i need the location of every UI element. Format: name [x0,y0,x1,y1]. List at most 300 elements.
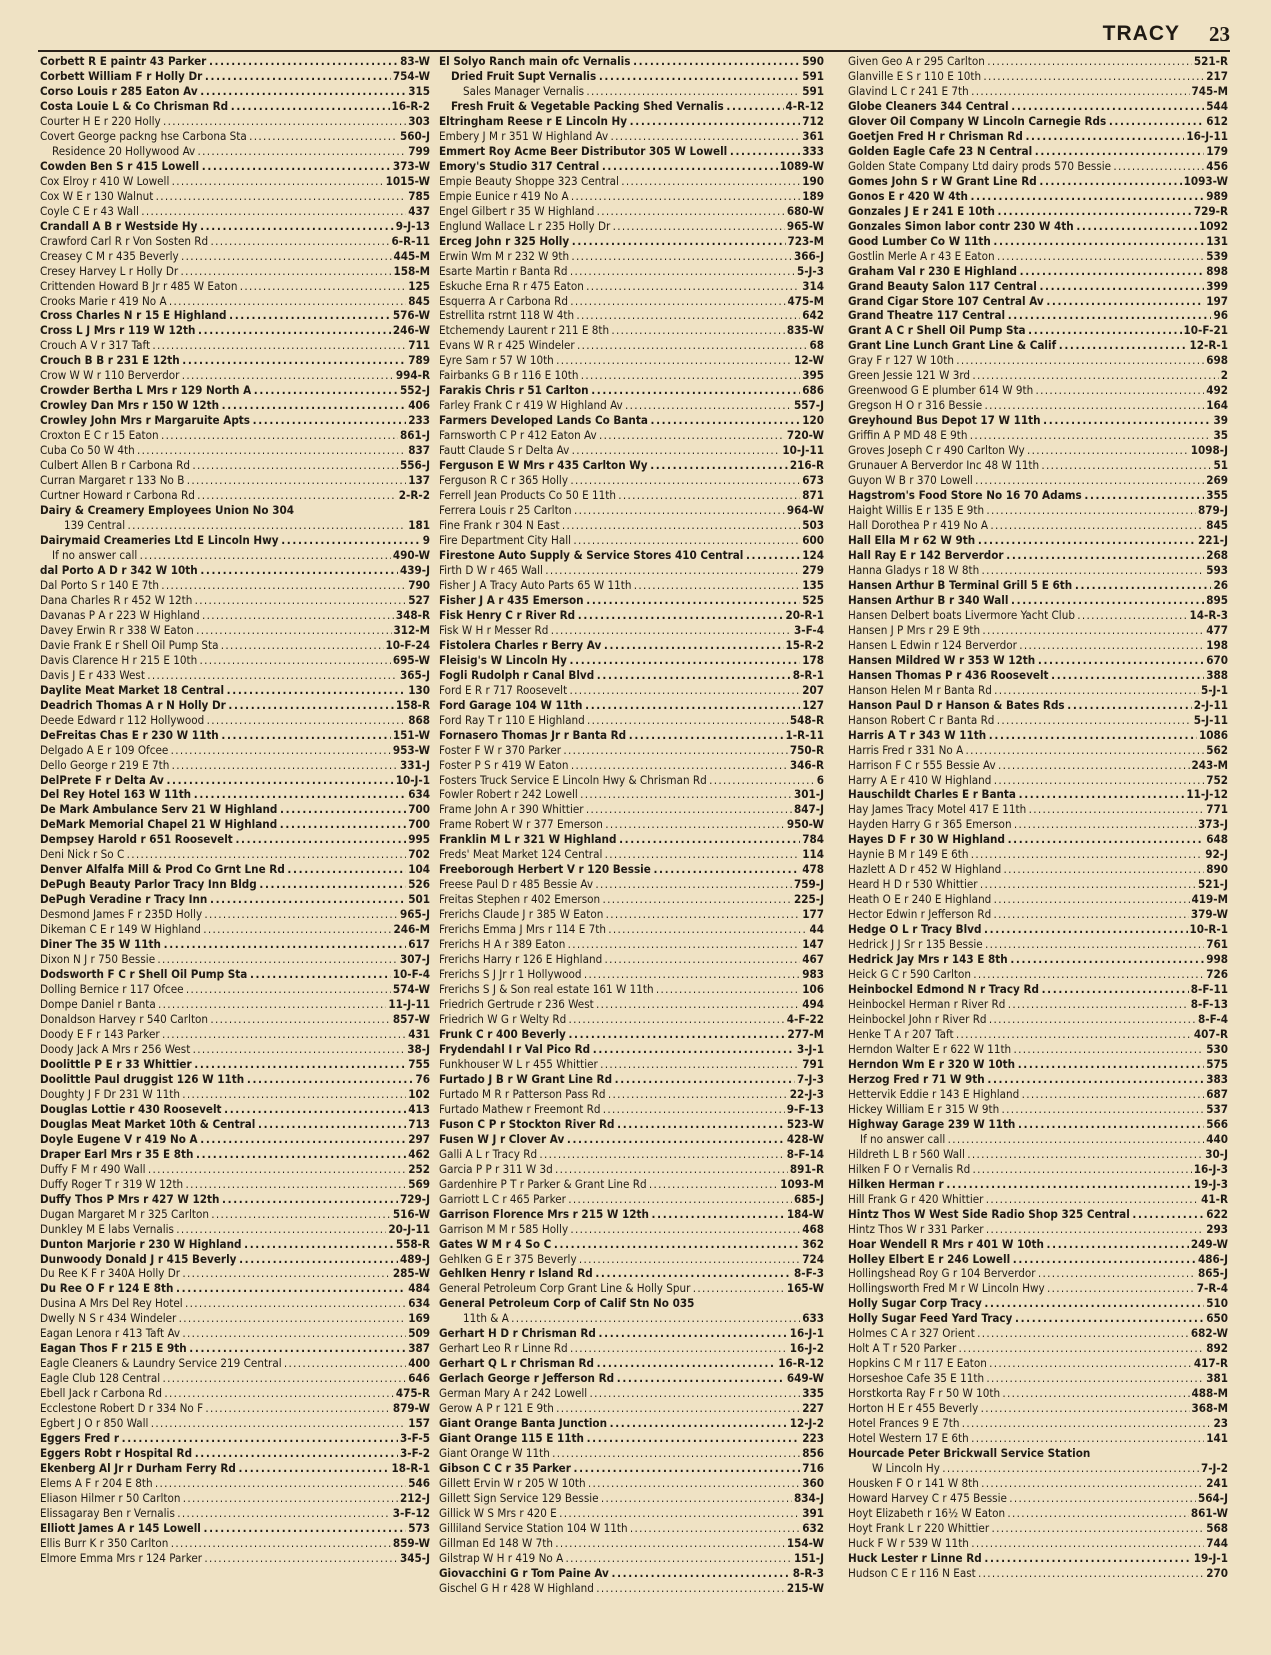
listing-name: Hotel Western 17 E 6th . . . [848,1431,1228,1446]
listing-name: Crouch A V r 317 Taft . . . [40,338,430,353]
listing-entry [439,773,824,788]
listing-entry [40,698,430,713]
listing-name: Gray F r 127 W 10th . . . [848,353,1228,368]
listing-name: Dugan Margaret M r 325 Carlton . . . [40,1207,430,1222]
listing-name: Engel Gilbert r 35 W Highland . . . [439,204,824,219]
listing-entry [439,1581,824,1596]
listing-name: Glavind L C r 241 E 7th . . . [848,84,1228,99]
phone-number: 7-J-2 [1200,1461,1228,1476]
listing-name: El Solyo Ranch main ofc Vernalis . . . [439,54,824,69]
listing-entry [439,1401,824,1416]
listing-entry [40,1027,430,1042]
phone-number: 388 [1206,667,1228,682]
listing-entry [40,728,430,743]
listing-name: Dolling Bernice r 117 Ofcee . . . [40,982,430,997]
listing-entry [439,1296,824,1311]
listing-entry [40,937,430,952]
phone-number: 634 [408,787,430,802]
listing-name: Duffy Thos P Mrs r 427 W 12th . . . [40,1192,430,1207]
listing-entry [848,922,1228,937]
listing-name: Gonzales J E r 241 E 10th . . . [848,204,1228,219]
phone-number: 83-W [400,54,430,68]
phone-number: 568 [1206,1520,1228,1535]
listing-name: Crandall A B r Westside Hy . . . [40,219,430,234]
phone-number: 198 [1206,637,1228,652]
phone-number: 835-W [786,323,824,338]
listing-name: Gillick W S Mrs r 420 E . . . [439,1506,824,1521]
phone-number: 165-W [786,1281,824,1296]
phone-number: 440 [1206,1131,1228,1146]
listing-name: Globe Cleaners 344 Central . . . [848,99,1228,114]
phone-number: 131 [1206,233,1228,248]
phone-number: 387 [408,1341,430,1356]
listing-entry [848,1237,1228,1252]
listing-entry [40,787,430,802]
listing-entry [40,1042,430,1057]
listing-entry [40,1506,430,1521]
phone-number: 9 [422,533,430,547]
listing-entry [848,1252,1228,1267]
listing-name: If no answer call . . . [848,1132,1228,1147]
listing-entry [439,997,824,1012]
listing-name: Denver Alfalfa Mill & Prod Co Grnt Lne Rd . . . [40,862,430,877]
phone-number: 8-F-14 [786,1146,824,1161]
listing-entry [848,1296,1228,1311]
listing-entry [40,219,430,234]
listing-entry [848,234,1228,249]
phone-number: 169 [408,1311,430,1326]
phone-number: 964-W [786,503,824,518]
phone-number: 12-W [794,353,824,368]
listing-entry [40,802,430,817]
phone-number: 871 [802,488,824,503]
listing-name: Frerichs Harry r 126 E Highland . . . [439,952,824,967]
phone-number: 8-R-3 [792,1565,824,1580]
listing-entry [439,144,824,159]
phone-number: 41-R [1201,1191,1228,1206]
listing-name: Ebell Jack r Carbona Rd . . . [40,1386,430,1401]
phone-number: 383 [1206,1071,1228,1086]
listing-entry [439,1491,824,1506]
listing-name: Frerichs Emma J Mrs r 114 E 7th . . . [439,922,824,937]
listing-name: Gerlach George r Jefferson Rd . . . [439,1371,824,1386]
listing-entry [40,1371,430,1386]
phone-number: 1093-W [1183,173,1228,188]
phone-number: 178 [802,652,824,667]
listing-name: Fosters Truck Service E Lincoln Hwy & Chrisman Rd . . . [439,773,824,788]
listing-entry [40,144,430,159]
listing-entry [439,189,824,204]
listing-name: General Petroleum Corp Grant Line & Holly Spur . . . [439,1281,824,1296]
listing-name: Freese Paul D r 485 Bessie Av . . . [439,877,824,892]
listing-name: Hauschildt Charles E r Banta . . . [848,787,1228,802]
phone-number: 141 [1206,1431,1228,1446]
listing-entry [848,69,1228,84]
listing-entry [439,99,824,114]
listing-name: Culbert Allen B r Carbona Rd . . . [40,458,430,473]
listing-name: Hanna Gladys r 18 W 8th . . . [848,563,1228,578]
phone-number: 395 [802,368,824,383]
listing-name: Farnsworth C P r 412 Eaton Av . . . [439,428,824,443]
phone-number: 475-M [787,293,824,308]
listing-name: Eagle Cleaners & Laundry Service 219 Central . . . [40,1356,430,1371]
phone-number: 445-M [393,248,430,263]
listing-entry [40,114,430,129]
listing-entry [40,1491,430,1506]
listing-entry [40,1296,430,1311]
phone-number: 950-W [786,817,824,832]
phone-number: 591 [802,68,824,83]
phone-number: 501 [408,892,430,907]
phone-number: 431 [408,1026,430,1041]
phone-number: 573 [408,1520,430,1535]
phone-number: 346-R [789,757,824,772]
listing-entry [848,683,1228,698]
listing-entry [439,1461,824,1476]
phone-number: 3-F-12 [392,1505,430,1520]
phone-number: 492 [1206,383,1228,398]
phone-number: 207 [802,682,824,697]
phone-number: 879-J [1198,503,1228,518]
listing-entry [40,1252,430,1267]
listing-entry [439,758,824,773]
listing-entry [40,1266,430,1281]
listing-name: Davis J E r 433 West . . . [40,668,430,683]
listing-entry [40,323,430,338]
listing-entry [848,1072,1228,1087]
listing-name: Cox Elroy r 410 W Lowell . . . [40,174,430,189]
phone-number: 76 [415,1071,430,1086]
phone-number: 179 [1206,143,1228,158]
phone-number: 617 [408,937,430,952]
listing-entry [848,129,1228,144]
listing-name: 11th & A . . . [439,1311,824,1326]
phone-number: 891-R [789,1161,824,1176]
phone-number: 428-W [786,1131,824,1146]
listing-name: Hanson Robert C r Banta Rd . . . [848,713,1228,728]
listing-entry [848,1162,1228,1177]
listing-entry [848,1551,1228,1566]
listing-entry [848,383,1228,398]
listing-name: Dikeman C E r 149 W Highland . . . [40,922,430,937]
listing-entry [848,1566,1228,1581]
listing-name: Dunwoody Donald J r 415 Beverly . . . [40,1252,430,1267]
listing-entry [848,308,1228,323]
listing-name: Emmert Roy Acme Beer Distributor 305 W Lowell . . . [439,144,824,159]
phone-number: 983 [802,967,824,982]
listing-name: Grunauer A Berverdor Inc 48 W 11th . . . [848,458,1228,473]
listing-entry [40,473,430,488]
phone-number: 771 [1206,802,1228,817]
listing-name: Curtner Howard r Carbona Rd . . . [40,488,430,503]
listing-name: Hoyt Elizabeth r 16½ W Eaton . . . [848,1506,1228,1521]
listing-entry [40,353,430,368]
listing-entry [848,1401,1228,1416]
listing-entry [439,1521,824,1536]
listing-entry [848,1491,1228,1506]
listing-name: Eagan Thos F r 215 E 9th . . . [40,1341,430,1356]
listing-entry [40,1102,430,1117]
listing-entry [848,952,1228,967]
listing-name: Dana Charles R r 452 W 12th . . . [40,593,430,608]
listing-name: Ferguson R C r 365 Holly . . . [439,473,824,488]
city-name: TRACY [1102,22,1180,45]
listing-name: Frydendahl I r Val Pico Rd . . . [439,1042,824,1057]
phone-number: 158-M [393,263,430,278]
phone-number: 366-J [794,248,824,263]
phone-number: 233 [408,413,430,428]
phone-number: 164 [1206,398,1228,413]
listing-entry [439,1536,824,1551]
listing-name: Farmers Developed Lands Co Banta . . . [439,413,824,428]
listing-entry [848,1311,1228,1326]
listing-name: Haight Willis E r 135 E 9th . . . [848,503,1228,518]
listing-name: Firth D W r 465 Wall . . . [439,563,824,578]
listing-name: Eggers Robt r Hospital Rd . . . [40,1446,430,1461]
listing-entry [439,533,824,548]
listing-entry [848,593,1228,608]
listing-name: Hansen L Edwin r 124 Berverdor . . . [848,638,1228,653]
phone-number: 406 [408,398,430,413]
listing-name: Deede Edward r 112 Hollywood . . . [40,713,430,728]
phone-number: 510 [1206,1296,1228,1311]
phone-number: 106 [802,982,824,997]
phone-number: 622 [1206,1206,1228,1221]
header-rule [38,50,1230,52]
phone-number: 373-J [1198,817,1228,832]
phone-number: 702 [408,847,430,862]
listing-entry [848,413,1228,428]
listing-name: Frame Robert W r 377 Emerson . . . [439,817,824,832]
listing-entry [40,1072,430,1087]
listing-entry [439,817,824,832]
listing-entry [848,1222,1228,1237]
listing-entry [439,383,824,398]
listing-entry [40,1311,430,1326]
phone-number: 355 [1206,488,1228,503]
listing-entry [848,832,1228,847]
phone-number: 468 [802,1221,824,1236]
listing-name: Hoyt Frank L r 220 Whittier . . . [848,1521,1228,1536]
phone-number: 314 [802,278,824,293]
listing-name: Heinbockel Herman r River Rd . . . [848,997,1228,1012]
phone-number: 181 [408,518,430,533]
listing-name: Ferguson E W Mrs r 435 Carlton Wy . . . [439,458,824,473]
listing-entry [40,907,430,922]
phone-number: 407-R [1193,1026,1228,1041]
phone-number: 544 [1206,98,1228,113]
phone-number: 475-R [395,1386,430,1401]
listing-name: Fogli Rudolph r Canal Blvd . . . [439,668,824,683]
phone-number: 754-W [392,68,430,83]
phone-number: 1092 [1198,218,1228,233]
phone-number: 784 [802,832,824,847]
listing-name: Gillman Ed 148 W 7th . . . [439,1536,824,1551]
phone-number: 687 [1206,1086,1228,1101]
listing-entry [40,338,430,353]
listing-entry [848,353,1228,368]
listing-name: Gillett Sign Service 129 Bessie . . . [439,1491,824,1506]
listing-name: Ford Ray T r 110 E Highland . . . [439,713,824,728]
phone-number: 861-W [1190,1505,1228,1520]
listing-name: Curran Margaret r 133 No B . . . [40,473,430,488]
listing-name: DelPrete F r Delta Av . . . [40,773,430,788]
listing-name: Crow W W r 110 Berverdor . . . [40,368,430,383]
listing-name: Covert George packng hse Carbona Sta . . . [40,129,430,144]
phone-number: 695-W [392,652,430,667]
listing-name: Holt A T r 520 Parker . . . [848,1341,1228,1356]
listing-entry [848,518,1228,533]
listing-entry [848,1476,1228,1491]
phone-number: 16-J-3 [1193,1161,1228,1176]
phone-number: 18-R-1 [391,1461,430,1476]
phone-number: 246-M [393,922,430,937]
listing-entry [40,54,430,69]
listing-name: Harrison F C r 555 Bessie Av . . . [848,758,1228,773]
phone-number: 726 [1206,967,1228,982]
listing-name: Dairy & Creamery Employees Union No 304 [40,503,294,518]
phone-number: 965-W [786,218,824,233]
phone-number: 989 [1206,188,1228,203]
listing-name: Deadrich Thomas A r N Holly Dr . . . [40,698,430,713]
listing-name: Doyle Eugene V r 419 No A . . . [40,1132,430,1147]
listing-name: Erwin Wm M r 232 W 9th . . . [439,249,824,264]
listing-entry [848,892,1228,907]
listing-name: Hudson C E r 116 N East . . . [848,1566,1228,1581]
listing-name: Hoar Wendell R Mrs r 401 W 10th . . . [848,1237,1228,1252]
listing-name: Holley Elbert E r 246 Lowell . . . [848,1252,1228,1267]
listing-entry [439,1117,824,1132]
listing-name: Horton H E r 455 Beverly . . . [848,1401,1228,1416]
listing-name: Given Geo A r 295 Carlton . . . [848,54,1228,69]
phone-number: 379-W [1190,907,1228,922]
listing-name: Dodsworth F C r Shell Oil Pump Sta . . . [40,967,430,982]
listing-entry [848,1192,1228,1207]
listing-name: Fine Frank r 304 N East . . . [439,518,824,533]
listing-entry [439,69,824,84]
phone-number: 521-R [1193,54,1228,68]
phone-number: 9-F-13 [786,1101,824,1116]
phone-number: 68 [809,338,824,353]
phone-number: 104 [408,862,430,877]
phone-number: 998 [1206,952,1228,967]
phone-number: 335 [802,1386,824,1401]
listing-name: Corbett William F r Holly Dr . . . [40,69,430,84]
listing-name: Hansen J P Mrs r 29 E 9th . . . [848,623,1228,638]
listing-name: Hayden Harry G r 365 Emerson . . . [848,817,1228,832]
listing-entry [439,1087,824,1102]
phone-number: 3-F-5 [400,1431,430,1446]
listing-name: Eskuche Erna R r 475 Eaton . . . [439,279,824,294]
listing-entry [439,1281,824,1296]
listing-name: Egbert J O r 850 Wall . . . [40,1416,430,1431]
phone-number: 361 [802,128,824,143]
listing-name: Dried Fruit Supt Vernalis . . . [439,69,824,84]
listing-name: Residence 20 Hollywood Av . . . [40,144,430,159]
listing-entry [40,1446,430,1461]
listing-entry [40,862,430,877]
phone-number: 216-R [789,458,824,473]
phone-number: 632 [802,1520,824,1535]
phone-number: 716 [802,1461,824,1476]
listing-name: Croxton E C r 15 Eaton . . . [40,428,430,443]
listing-entry [40,189,430,204]
listing-entry [848,1386,1228,1401]
listing-entry [848,787,1228,802]
listing-entry [848,1117,1228,1132]
listing-entry [439,1237,824,1252]
phone-number: 892 [1206,1341,1228,1356]
phone-number: 14-R-3 [1189,607,1228,622]
listing-name: If no answer call . . . [40,548,430,563]
phone-number: 7-J-3 [796,1071,824,1086]
phone-number: 530 [1206,1041,1228,1056]
listing-name: Diner The 35 W 11th . . . [40,937,430,952]
listing-entry [439,683,824,698]
listing-name: Huck F W r 539 W 11th . . . [848,1536,1228,1551]
listing-entry [439,249,824,264]
listing-name: Hall Dorothea P r 419 No A . . . [848,518,1228,533]
listing-name: Elliott James A r 145 Lowell . . . [40,1521,430,1536]
listing-name: Gonzales Simon labor contr 230 W 4th . . . [848,219,1228,234]
listing-name: Golden Eagle Cafe 23 N Central . . . [848,144,1228,159]
listing-entry [848,1416,1228,1431]
listing-name: DeFreitas Chas E r 230 W 11th . . . [40,728,430,743]
listing-entry [40,967,430,982]
listing-name: Doughty J F Dr 231 W 11th . . . [40,1087,430,1102]
listing-entry [439,1222,824,1237]
listing-name: Fisk W H r Messer Rd . . . [439,623,824,638]
listing-entry [40,1326,430,1341]
page-number: 23 [1209,22,1230,46]
listing-name: Frunk C r 400 Beverly . . . [439,1027,824,1042]
phone-number: 297 [408,1131,430,1146]
listing-entry [439,802,824,817]
listing-entry [439,204,824,219]
listing-name: Elissagaray Ben r Vernalis . . . [40,1506,430,1521]
phone-number: 723-M [787,233,824,248]
listing-entry [439,368,824,383]
listing-name: Douglas Meat Market 10th & Central . . . [40,1117,430,1132]
phone-number: 847-J [794,802,824,817]
phone-number: 865-J [1198,1266,1228,1281]
listing-entry [439,892,824,907]
phone-number: 7-R-4 [1196,1281,1228,1296]
listing-entry [40,1431,430,1446]
phone-number: 856 [802,1446,824,1461]
listing-entry [40,1147,430,1162]
listing-name: Hall Ella M r 62 W 9th . . . [848,533,1228,548]
phone-number: 859-W [392,1535,430,1550]
listing-name: Crooks Marie r 419 No A . . . [40,294,430,309]
listing-entry [439,159,824,174]
listing-entry [848,264,1228,279]
phone-number: 189 [802,188,824,203]
listing-entry [439,279,824,294]
listing-entry [848,802,1228,817]
listing-name: Frerichs S J Jr r 1 Hollywood . . . [439,967,824,982]
listing-name: Douglas Lottie r 430 Roosevelt . . . [40,1102,430,1117]
listing-name: Cowden Ben S r 415 Lowell . . . [40,159,430,174]
listing-name: Herndon Walter E r 622 W 11th . . . [848,1042,1228,1057]
listing-entry [40,1386,430,1401]
phone-number: 8-R-1 [792,667,824,682]
phone-number: 190 [802,173,824,188]
listing-name: Draper Earl Mrs r 35 E 8th . . . [40,1147,430,1162]
phone-number: 879-W [392,1401,430,1416]
listing-name: Davey Erwin R r 338 W Eaton . . . [40,623,430,638]
phone-number: 3-F-4 [794,622,824,637]
